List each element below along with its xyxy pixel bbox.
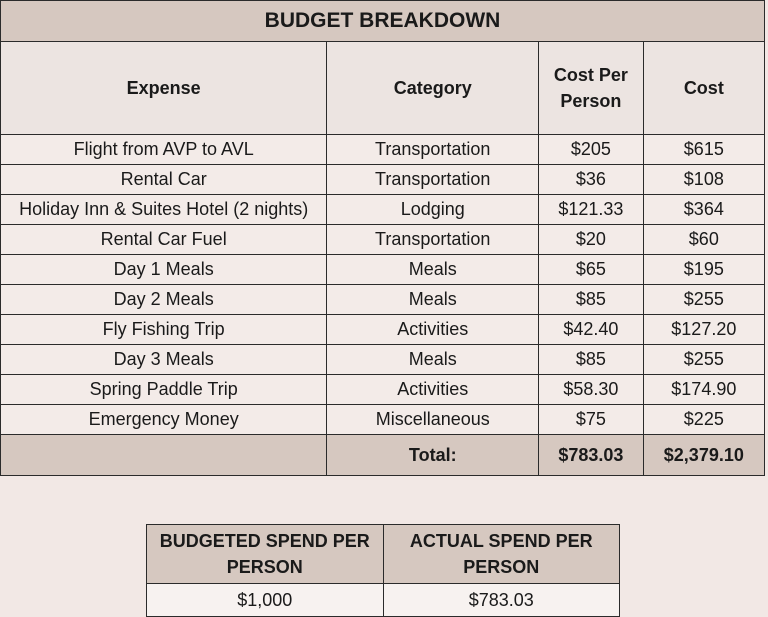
cell-cost: $195 (643, 255, 764, 285)
table-row (1, 345, 765, 375)
cell-cost-per-person: $205 (539, 135, 643, 165)
cell-expense: Day 1 Meals (1, 255, 327, 285)
table-row (1, 165, 765, 195)
cell-cost: $108 (643, 165, 764, 195)
actual-spend-header: ACTUAL SPEND PER PERSON (383, 525, 620, 584)
cell-cost: $225 (643, 405, 764, 435)
cell-expense: Rental Car (1, 165, 327, 195)
table-title: BUDGET BREAKDOWN (1, 1, 765, 42)
cell-category: Miscellaneous (327, 405, 539, 435)
summary-value-row (147, 584, 620, 617)
budgeted-spend-value: $1,000 (147, 584, 384, 617)
cell-cost-per-person: $75 (539, 405, 643, 435)
cell-cost: $255 (643, 345, 764, 375)
cell-expense: Rental Car Fuel (1, 225, 327, 255)
spend-summary-table (146, 524, 620, 617)
total-empty-cell (1, 435, 327, 476)
cell-cost: $615 (643, 135, 764, 165)
cell-cost-per-person: $85 (539, 345, 643, 375)
cell-expense: Day 3 Meals (1, 345, 327, 375)
actual-spend-value: $783.03 (383, 584, 620, 617)
cell-expense: Flight from AVP to AVL (1, 135, 327, 165)
header-category: Category (327, 42, 539, 135)
header-cost: Cost (643, 42, 764, 135)
cell-category: Meals (327, 255, 539, 285)
cell-category: Activities (327, 315, 539, 345)
total-row (1, 435, 765, 476)
summary-header-row (147, 525, 620, 584)
cell-expense: Day 2 Meals (1, 285, 327, 315)
total-label: Total: (327, 435, 539, 476)
table-row (1, 195, 765, 225)
cell-cost-per-person: $42.40 (539, 315, 643, 345)
cell-cost-per-person: $58.30 (539, 375, 643, 405)
total-cost-per-person: $783.03 (539, 435, 643, 476)
cell-cost: $364 (643, 195, 764, 225)
cell-cost: $127.20 (643, 315, 764, 345)
cell-expense: Fly Fishing Trip (1, 315, 327, 345)
table-row (1, 285, 765, 315)
table-row (1, 225, 765, 255)
cell-cost: $60 (643, 225, 764, 255)
cell-category: Transportation (327, 165, 539, 195)
header-cost-per-person: Cost Per Person (539, 42, 643, 135)
table-row (1, 135, 765, 165)
cell-category: Transportation (327, 135, 539, 165)
cell-cost-per-person: $36 (539, 165, 643, 195)
cell-cost-per-person: $121.33 (539, 195, 643, 225)
cell-category: Lodging (327, 195, 539, 225)
cell-category: Meals (327, 285, 539, 315)
table-row (1, 255, 765, 285)
table-row (1, 375, 765, 405)
header-expense: Expense (1, 42, 327, 135)
cell-cost: $255 (643, 285, 764, 315)
cell-cost-per-person: $20 (539, 225, 643, 255)
cell-category: Activities (327, 375, 539, 405)
cell-category: Meals (327, 345, 539, 375)
cell-cost-per-person: $65 (539, 255, 643, 285)
total-cost: $2,379.10 (643, 435, 764, 476)
budgeted-spend-header: BUDGETED SPEND PER PERSON (147, 525, 384, 584)
cell-expense: Holiday Inn & Suites Hotel (2 nights) (1, 195, 327, 225)
cell-expense: Emergency Money (1, 405, 327, 435)
cell-expense: Spring Paddle Trip (1, 375, 327, 405)
cell-cost-per-person: $85 (539, 285, 643, 315)
cell-cost: $174.90 (643, 375, 764, 405)
table-row (1, 405, 765, 435)
header-row (1, 42, 765, 135)
cell-category: Transportation (327, 225, 539, 255)
table-row (1, 315, 765, 345)
